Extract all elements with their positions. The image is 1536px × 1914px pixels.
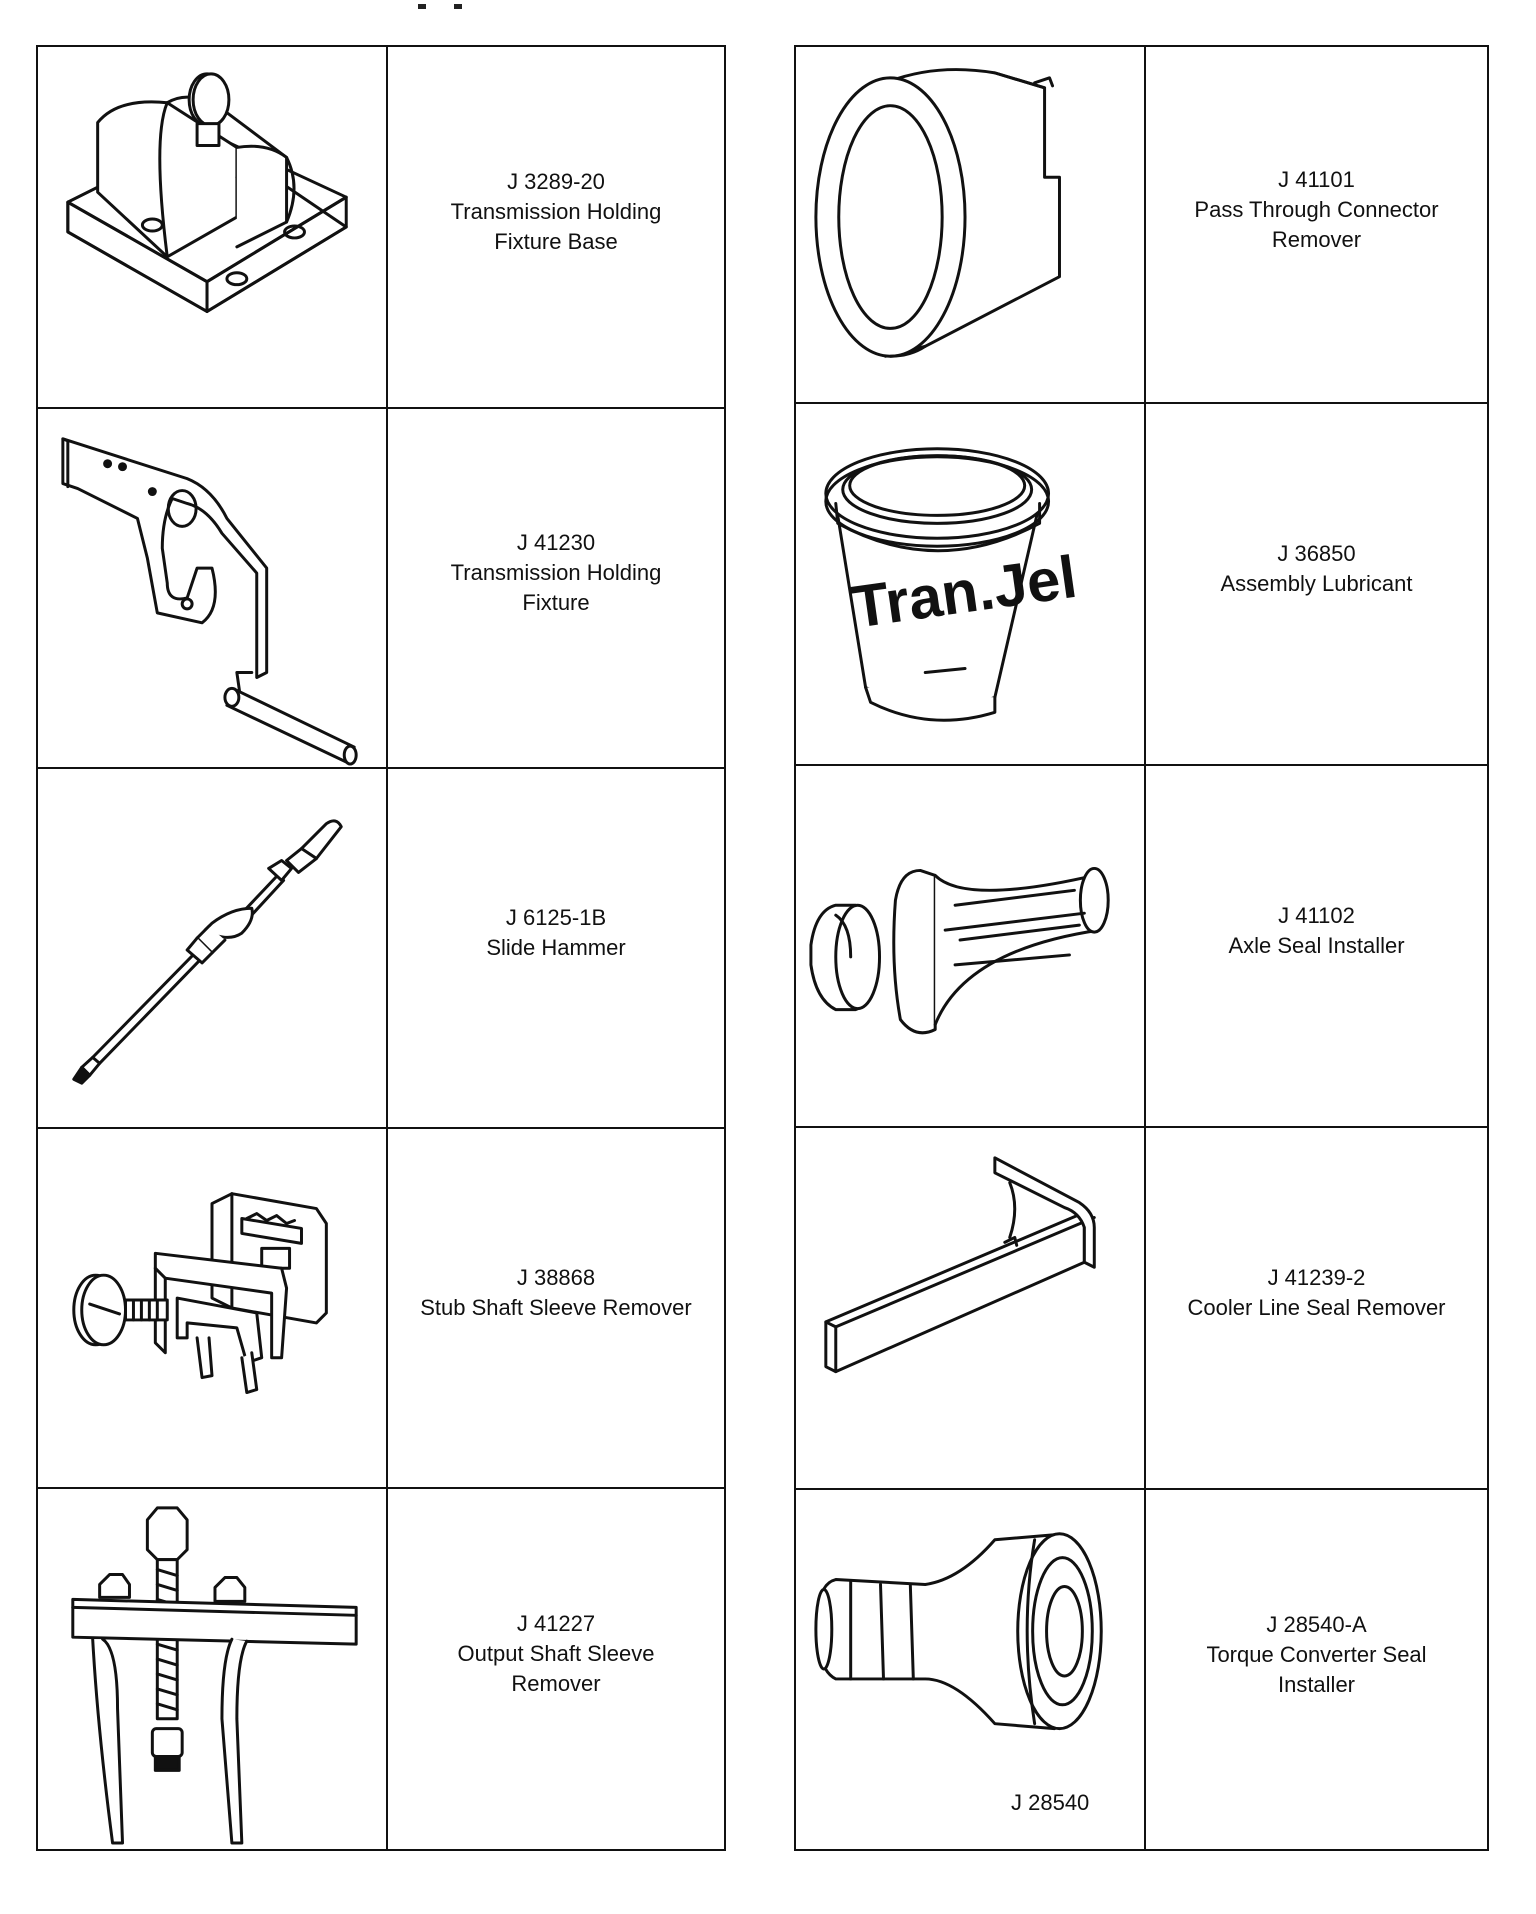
tool-name-line2: Remover — [511, 1671, 601, 1696]
tool-name-line2: Fixture — [522, 590, 590, 615]
torque-converter-seal-installer-icon — [796, 1490, 1146, 1849]
tool-row — [38, 1487, 724, 1849]
tool-description — [1146, 404, 1487, 764]
tool-name-line1: Cooler Line Seal Remover — [1187, 1295, 1446, 1320]
part-number: J 41227 — [516, 1611, 596, 1636]
tool-name-line1: Pass Through Connector — [1194, 196, 1439, 222]
tool-row — [796, 764, 1487, 1126]
tool-description — [388, 1489, 724, 1849]
tool-name-line2: Fixture Base — [494, 229, 618, 254]
tool-description — [388, 409, 724, 767]
tool-name-line1: Transmission Holding — [450, 560, 662, 585]
tool-description — [1146, 47, 1487, 402]
part-number: J 41230 — [516, 530, 596, 555]
axle-seal-installer-icon — [796, 766, 1146, 1126]
tool-description — [1146, 1490, 1487, 1849]
tool-name-line2: Remover — [1271, 226, 1362, 252]
tub-label: Tran.Jel — [848, 542, 1081, 641]
tool-name-line1: Stub Shaft Sleeve Remover — [420, 1295, 692, 1320]
tool-name-line2: Installer — [1277, 1671, 1356, 1697]
tool-name-line1: Transmission Holding — [450, 199, 662, 224]
tool-table-right — [794, 45, 1489, 1851]
scan-marks — [418, 0, 468, 12]
part-number: J 3289-20 — [507, 169, 605, 194]
tool-name-line1: Slide Hammer — [486, 935, 626, 960]
tool-description — [388, 47, 724, 407]
cooler-line-seal-remover-icon — [796, 1128, 1146, 1488]
holding-fixture-base-icon — [38, 47, 388, 407]
tool-description — [1146, 766, 1487, 1126]
puller-icon — [38, 1489, 388, 1849]
tool-row — [796, 1126, 1487, 1488]
tool-row — [796, 1488, 1487, 1849]
tool-description — [388, 769, 724, 1127]
tool-row — [38, 767, 724, 1127]
tool-description — [388, 1129, 724, 1487]
part-number: J 38868 — [516, 1265, 596, 1290]
tool-row — [796, 402, 1487, 764]
connector-remover-sleeve-icon — [796, 47, 1146, 402]
tool-name-line1: Torque Converter Seal — [1206, 1641, 1427, 1667]
lubricant-tub-icon — [796, 404, 1146, 764]
holding-fixture-icon — [38, 409, 388, 767]
tool-row — [38, 47, 724, 407]
part-number: J 41102 — [1278, 903, 1355, 928]
tool-name-line1: Output Shaft Sleeve — [457, 1641, 655, 1666]
tool-row — [38, 1127, 724, 1487]
sleeve-remover-clamp-icon — [38, 1129, 388, 1487]
tool-name-line1: Assembly Lubricant — [1220, 571, 1413, 596]
part-number: J 41239-2 — [1267, 1265, 1366, 1290]
figure-label: J 28540 — [1011, 1790, 1090, 1815]
tool-table-left — [36, 45, 726, 1851]
tool-name-line1: Axle Seal Installer — [1228, 933, 1405, 958]
tool-row — [38, 407, 724, 767]
part-number: J 6125-1B — [505, 905, 607, 930]
part-number: J 41101 — [1278, 166, 1355, 192]
tool-description — [1146, 1128, 1487, 1488]
part-number: J 36850 — [1277, 541, 1356, 566]
tool-row — [796, 47, 1487, 402]
part-number: J 28540-A — [1266, 1611, 1367, 1637]
slide-hammer-icon — [38, 769, 388, 1127]
